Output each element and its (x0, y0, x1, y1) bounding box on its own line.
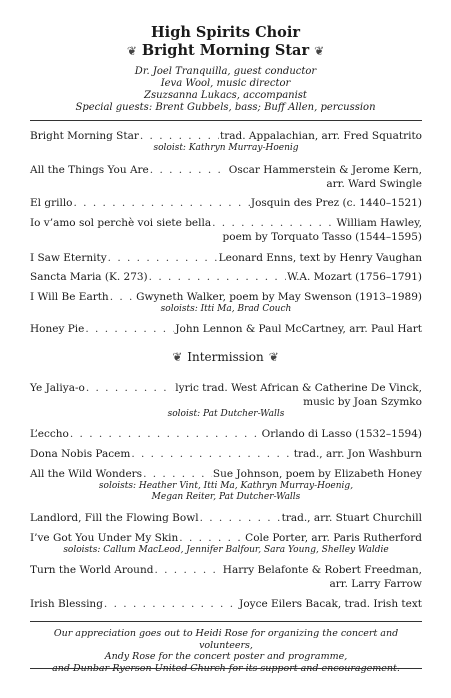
soloist-line: soloist: Kathryn Murray-Hoenig (153, 143, 299, 153)
leader-dots (74, 196, 250, 210)
song-title: All the Things You Are (30, 164, 149, 176)
song-title: El grillo (30, 197, 73, 209)
concert-title-line (0, 42, 451, 60)
programme-item (30, 196, 422, 210)
leader-dots (154, 563, 221, 577)
programme-item (30, 531, 422, 556)
leader-dots (200, 511, 281, 525)
song-credit: Oscar Hammerstein & Jerome Kern, (228, 164, 422, 176)
song-credit: Cole Porter, arr. Paris Rutherford (245, 532, 422, 544)
acknowledgement-line: and Dunbar-Ryerson United Church for its support and encouragement. (52, 662, 400, 674)
song-credit: trad., arr. Stuart Churchill (281, 512, 422, 524)
song-credit-continued: arr. Larry Farrow (329, 578, 422, 590)
leader-dots (212, 216, 335, 230)
song-credit: Joyce Eilers Bacak, trad. Irish text (239, 598, 422, 610)
soloist-line: soloists: Heather Vint, Itti Ma, Kathryn Murray-Hoenig, (98, 481, 354, 491)
programme-item (30, 597, 422, 611)
song-credit-continued: arr. Ward Swingle (326, 178, 422, 190)
concert-title: Bright Morning Star (141, 42, 310, 59)
accompanist: Zsuzsanna Lukacs, accompanist (144, 90, 307, 101)
fleuron-icon-right: ❦ (314, 44, 325, 58)
song-credit-continued: poem by Torquato Tasso (1544–1595) (222, 231, 422, 243)
programme-item (30, 381, 422, 420)
song-credit: Harry Belafonte & Robert Freedman, (222, 564, 422, 576)
programme-item (30, 270, 422, 284)
song-credit: trad. Appalachian, arr. Fred Squatrito (220, 130, 422, 142)
fleuron-icon-left: ❦ (126, 44, 137, 58)
header-divider (30, 120, 422, 121)
song-title: Sancta Maria (K. 273) (30, 271, 148, 283)
programme-item (30, 163, 422, 191)
music-director: Ieva Wool, music director (160, 78, 291, 89)
programme-item (30, 511, 422, 525)
programme-item (30, 290, 422, 315)
song-credit: Gwyneth Walker, poem by May Swenson (1913–1989) (136, 291, 422, 303)
song-credit: William Hawley, (336, 217, 422, 229)
soloist-line: Megan Reiter, Pat Dutcher-Walls (151, 492, 301, 502)
programme-item (30, 563, 422, 591)
programme-item (30, 322, 422, 336)
programme-item (30, 427, 422, 441)
fleuron-icon-right: ❦ (268, 350, 279, 364)
footer-divider-bottom (30, 668, 422, 669)
choir-name: High Spirits Choir (150, 24, 300, 41)
song-title: All the Wild Wonders (30, 468, 143, 480)
song-title: Turn the World Around (30, 564, 154, 576)
leader-dots (140, 129, 219, 143)
leader-dots (86, 381, 174, 395)
song-title: Landlord, Fill the Flowing Bowl (30, 512, 199, 524)
song-title: Honey Pie (30, 323, 85, 335)
programme-item (30, 467, 422, 503)
song-credit: Leonard Enns, text by Henry Vaughan (218, 252, 422, 264)
song-title: L’eccho (30, 428, 69, 440)
special-guests: Special guests: Brent Gubbels, bass; Buff Allen, percussion (75, 102, 376, 113)
leader-dots (131, 447, 292, 461)
programme-item (30, 129, 422, 154)
song-credit: Josquin des Prez (c. 1440–1521) (250, 197, 422, 209)
song-title: Ye Jaliya-o (30, 382, 85, 394)
song-credit: lyric trad. West African & Catherine De Vinck, (175, 382, 422, 394)
song-title: Bright Morning Star (30, 130, 139, 142)
programme-item (30, 251, 422, 265)
fleuron-icon-left: ❦ (172, 350, 183, 364)
leader-dots (108, 251, 218, 265)
song-title: Irish Blessing (30, 598, 103, 610)
leader-dots (85, 322, 174, 336)
leader-dots (104, 597, 238, 611)
song-credit: trad., arr. Jon Washburn (293, 448, 422, 460)
song-title: Dona Nobis Pacem (30, 448, 131, 460)
leader-dots (110, 290, 135, 304)
song-title: I Saw Eternity (30, 252, 107, 264)
leader-dots (149, 270, 286, 284)
acknowledgement-line: Our appreciation goes out to Heidi Rose for organizing the concert and volunteers, (53, 628, 399, 651)
song-title: Io v’amo sol perchè voi siete bella (30, 217, 212, 229)
soloist-line: soloist: Pat Dutcher-Walls (167, 409, 285, 419)
song-credit-continued: music by Joan Szymko (303, 396, 422, 408)
song-credit: John Lennon & Paul McCartney, arr. Paul Hart (175, 323, 422, 335)
song-credit: Orlando di Lasso (1532–1594) (261, 428, 422, 440)
programme-item (30, 216, 422, 244)
song-credit: Sue Johnson, poem by Elizabeth Honey (212, 468, 422, 480)
acknowledgement-line: Andy Rose for the concert poster and programme, (104, 651, 348, 662)
song-title: I’ve Got You Under My Skin (30, 532, 179, 544)
song-title: I Will Be Earth (30, 291, 109, 303)
footer-divider-top (30, 621, 422, 622)
programme-item (30, 447, 422, 461)
soloist-line: soloists: Itti Ma, Brad Couch (160, 304, 292, 314)
leader-dots (150, 163, 228, 177)
leader-dots (179, 531, 244, 545)
intermission-heading (0, 349, 451, 365)
leader-dots (143, 467, 212, 481)
intermission-label: Intermission (187, 350, 264, 364)
song-credit: W.A. Mozart (1756–1791) (287, 271, 422, 283)
soloist-line: soloists: Callum MacLeod, Jennifer Balfour, Sara Young, Shelley Waldie (63, 545, 389, 555)
leader-dots (70, 427, 261, 441)
guest-conductor: Dr. Joel Tranquilla, guest conductor (134, 66, 317, 77)
